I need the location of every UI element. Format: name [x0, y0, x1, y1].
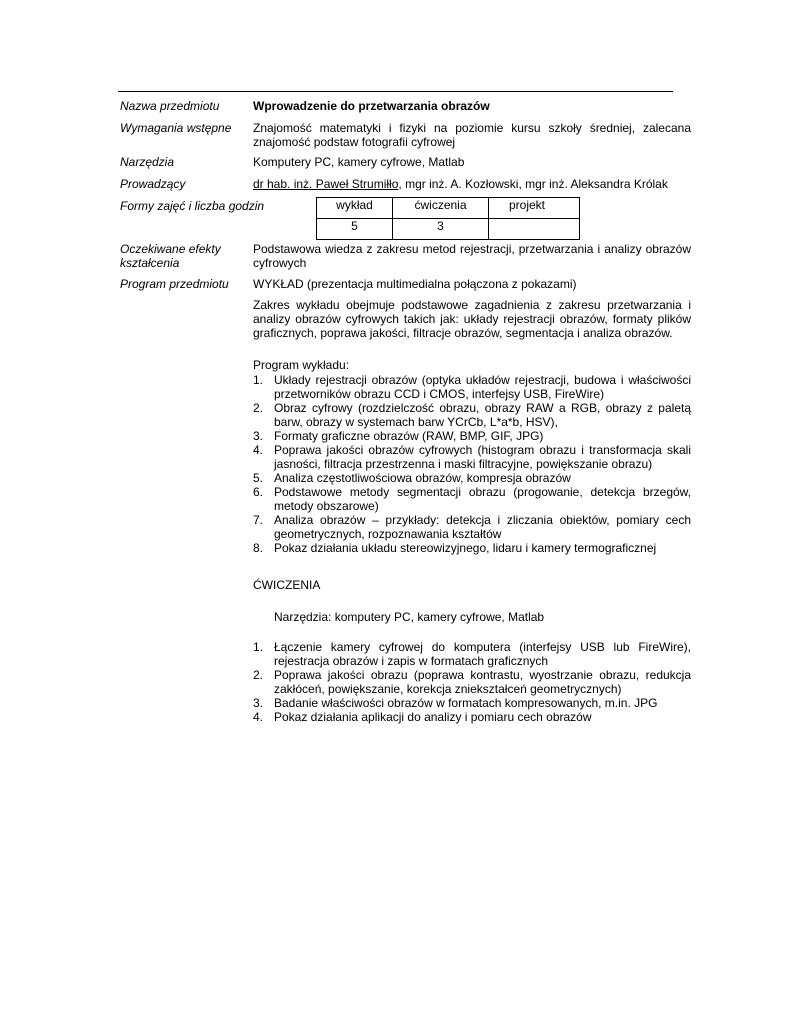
exercise-item: 2. Poprawa jakości obrazu (poprawa kontrastu, wyostrzanie obrazu, redukcja zakłóceń, powiększanie, korekcja zniekształceń geometrycznych) [253, 668, 691, 696]
lecturer-main: dr hab. inż. Paweł Strumiłło [253, 177, 399, 191]
hours-value-lecture: 5 [317, 219, 393, 240]
lecture-item: 5. Analiza częstotliwościowa obrazów, kompresja obrazów [253, 471, 571, 485]
lecture-item: 4. Poprawa jakości obrazów cyfrowych (histogram obrazu i transformacja skali jasności, filtracja przestrzenna i maski filtracyjne, powiększanie obrazu) [253, 443, 691, 471]
exercise-list [253, 640, 691, 724]
lecturers-value [253, 177, 691, 191]
lecture-item: 1. Układy rejestracji obrazów (optyka układów rejestracji, budowa i właściwości przetworników obrazu CCD i CMOS, interfejsy USB, FireWire) [253, 373, 691, 401]
tools-value: Komputery PC, kamery cyfrowe, Matlab [253, 155, 465, 169]
program-label: Program przedmiotu [120, 277, 229, 291]
exercises-heading: ĆWICZENIA [253, 578, 321, 592]
lecture-program-label: Program wykładu: [253, 358, 350, 372]
hours-header-project: projekt [489, 198, 580, 219]
hours-value-project [489, 219, 580, 240]
program-heading: WYKŁAD (prezentacja multimedialna połączona z pokazami) [253, 277, 577, 291]
lecturers-rest: , mgr inż. A. Kozłowski, mgr inż. Aleksandra Królak [398, 177, 668, 191]
forms-label: Formy zajęć i liczba godzin [120, 199, 265, 213]
lecture-item: 8. Pokaz działania układu stereowizyjnego, lidaru i kamery termograficznej [253, 541, 657, 555]
lecture-item: 2. Obraz cyfrowy (rozdzielczość obrazu, obrazy RAW a RGB, obrazy z paletą barw, obrazy w systemach barw YCrCb, L*a*b, HSV), [253, 401, 691, 429]
hours-header-lecture: wykład [317, 198, 393, 219]
prerequisites-label: Wymagania wstępne [120, 121, 232, 135]
lecture-item: 3. Formaty graficzne obrazów (RAW, BMP, GIF, JPG) [253, 429, 544, 443]
hours-header-row [317, 198, 580, 219]
hours-value-row [317, 219, 580, 240]
lecture-item: 6. Podstawowe metody segmentacji obrazu (progowanie, detekcja brzegów, metody obszarowe) [253, 485, 691, 513]
tools-label: Narzędzia [120, 155, 175, 169]
outcomes-value: Podstawowa wiedza z zakresu metod rejestracji, przetwarzania i analizy obrazów cyfrowych [253, 242, 691, 270]
program-intro: Zakres wykładu obejmuje podstawowe zagadnienia z zakresu przetwarzania i analizy obrazów cyfrowych takich jak: układy rejestracji obrazów, formaty plików graficznych, poprawa jakości, filtracje obrazów, segmentacja i analiza obrazów. [253, 298, 691, 340]
exercise-item: 3. Badanie właściwości obrazów w formatach kompresowanych, m.in. JPG [253, 696, 658, 710]
lecture-list [253, 373, 691, 555]
hours-value-exercises: 3 [393, 219, 489, 240]
exercise-item: 4. Pokaz działania aplikacji do analizy i pomiaru cech obrazów [253, 710, 592, 724]
prerequisites-value: Znajomość matematyki i fizyki na poziomie kursu szkoły średniej, zalecana znajomość podstaw fotografii cyfrowej [253, 121, 691, 149]
hours-table [316, 197, 580, 240]
exercises-tools: Narzędzia: komputery PC, kamery cyfrowe, Matlab [274, 610, 545, 624]
course-name-label: Nazwa przedmiotu [120, 99, 220, 113]
exercise-item: 1. Łączenie kamery cyfrowej do komputera (interfejsy USB lub FireWire), rejestracja obrazów i zapis w formatach graficznych [253, 640, 691, 668]
course-name-value: Wprowadzenie do przetwarzania obrazów [253, 99, 490, 113]
lecturers-label: Prowadzący [120, 177, 186, 191]
hours-header-exercises: ćwiczenia [393, 198, 489, 219]
lecture-item: 7. Analiza obrazów – przykłady: detekcja i zliczania obiektów, pomiary cech geometrycznych, rozpoznawania kształtów [253, 513, 691, 541]
outcomes-label: Oczekiwane efekty kształcenia [120, 242, 221, 270]
top-rule [118, 91, 673, 92]
